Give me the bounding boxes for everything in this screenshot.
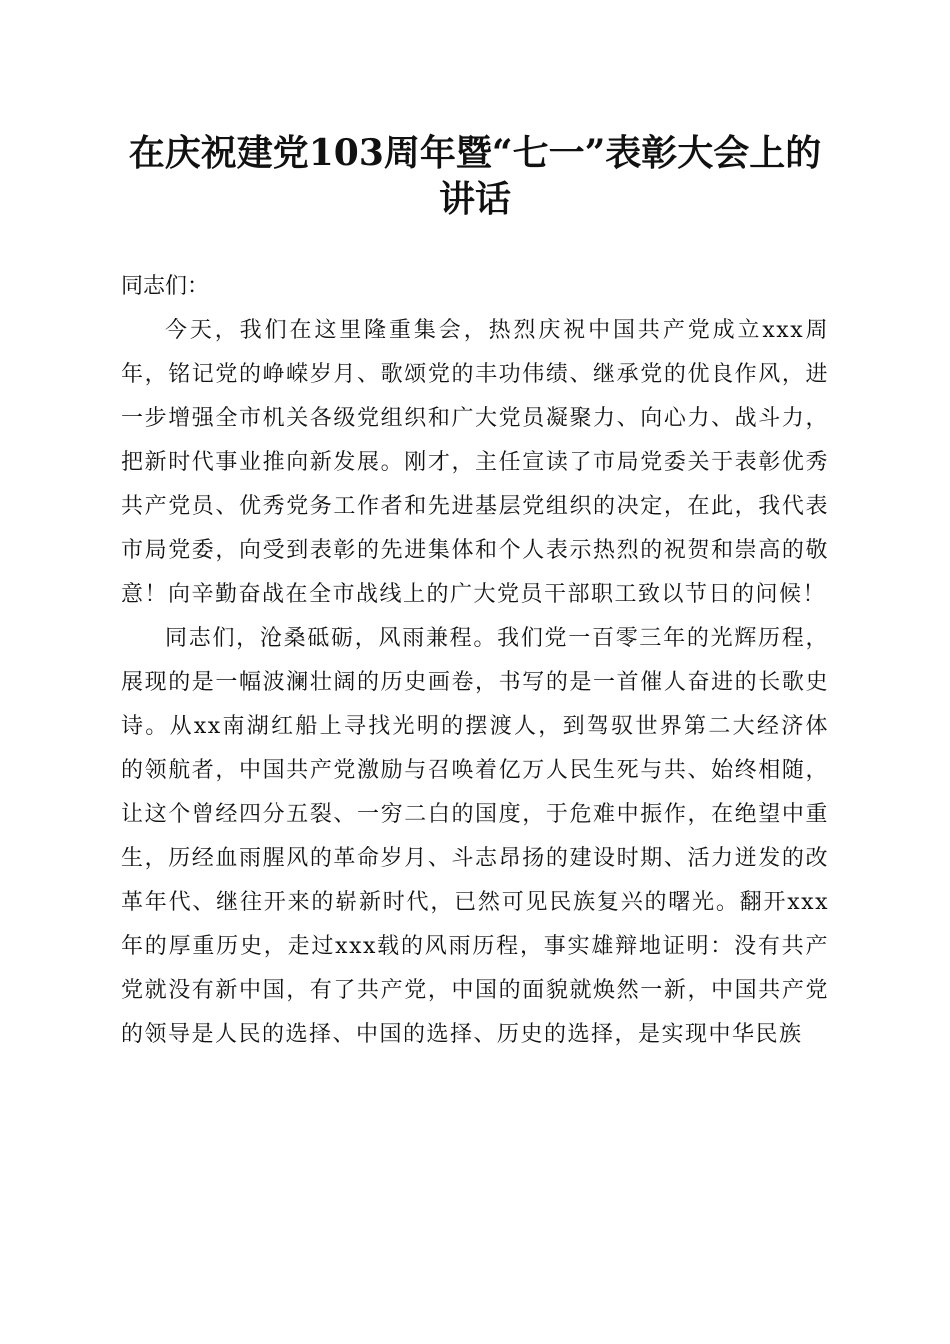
title-line-2: 讲话 [438,178,511,220]
body-paragraph-2: 同志们，沧桑砥砺，风雨兼程。我们党一百零三年的光辉历程，展现的是一幅波澜壮阔的历史画卷，书写的是一首催人奋进的长歌史诗。从xx南湖红船上寻找光明的摆渡人，到驾驭世界第二大经济体的领航者，中国共产党激励与召唤着亿万人民生死与共、始终相随，让这个曾经四分五裂、一穷二白的国度，于危难中振作，在绝望中重生，历经血雨腥风的革命岁月、斗志昂扬的建设时期、活力迸发的改革年代、继往开来的崭新时代，已然可见民族复兴的曙光。翻开xxx年的厚重历史，走过xxx载的风雨历程，事实雄辩地证明：没有共产党就没有新中国，有了共产党，中国的面貌就焕然一新，中国共产党的领导是人民的选择、中国的选择、历史的选择，是实现中华民族 [121,626,829,1047]
body-paragraph-1: 今天，我们在这里隆重集会，热烈庆祝中国共产党成立xxx周年，铭记党的峥嵘岁月、歌颂党的丰功伟绩、继承党的优良作风，进一步增强全市机关各级党组织和广大党员凝聚力、向心力、战斗力，把新时代事业推向新发展。刚才，主任宣读了市局党委关于表彰优秀共产党员、优秀党务工作者和先进基层党组织的决定，在此，我代表市局党委，向受到表彰的先进集体和个人表示热烈的祝贺和崇高的敬意！向辛勤奋战在全市战线上的广大党员干部职工致以节日的问候！ [121,318,829,607]
document-title [121,0,829,222]
title-line-1: 在庆祝建党103周年暨“七一”表彰大会上的 [128,132,822,174]
salutation: 同志们： [121,274,210,299]
